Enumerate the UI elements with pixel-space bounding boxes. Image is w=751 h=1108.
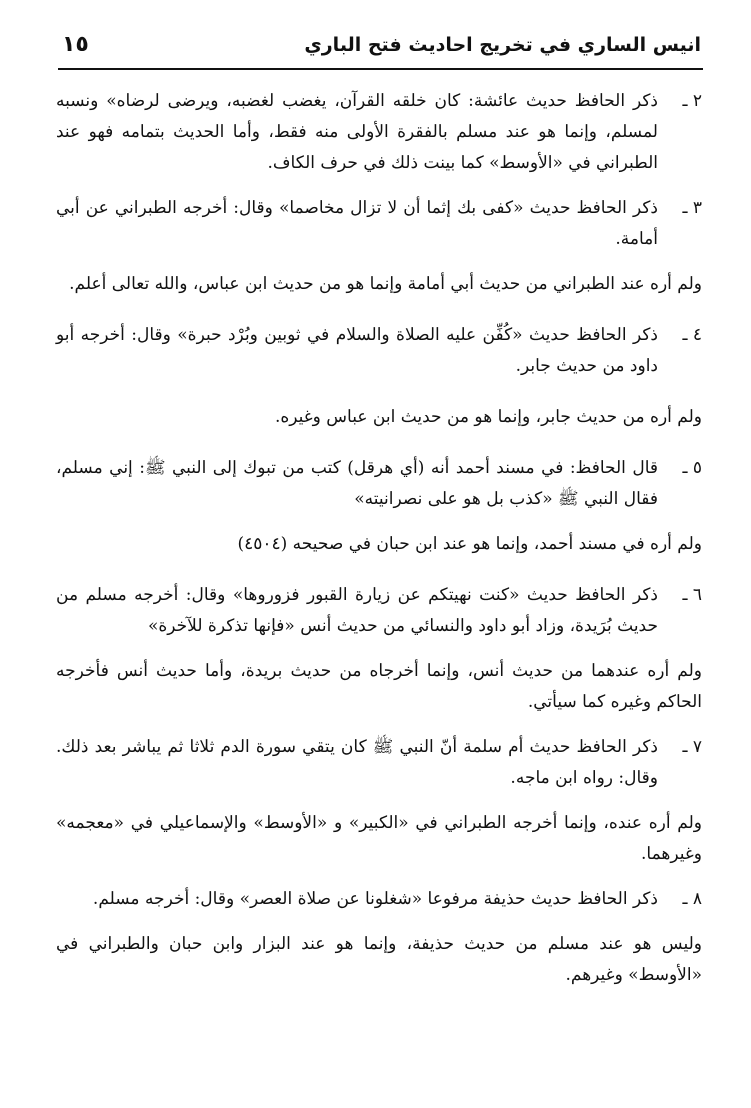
entry-note: ولم أره عنده، وإنما أخرجه الطبراني في «الكبير» و «الأوسط» والإسماعيلي في «معجمه» وغيرهما.: [56, 813, 702, 864]
entry-note: ولم أره عندهما من حديث أنس، وإنما أخرجاه من حديث بريدة، وأما حديث أنس فأخرجه الحاكم وغيره كما سيأتي.: [56, 661, 702, 712]
running-title: انيس الساري في تخريج احاديث فتح الباري: [304, 34, 701, 56]
entry-3: [56, 193, 702, 255]
page-body: [56, 80, 702, 991]
entry-text: ذكر الحافظ حديث «كُفِّن عليه الصلاة والسلام في ثوبين وبُرْد حبرة» وقال: أخرجه أبو داود من حديث جابر.: [56, 325, 658, 376]
entry-note: ولم أره في مسند أحمد، وإنما هو عند ابن حبان في صحيحه (٤٥٠٤): [237, 534, 702, 554]
entry-number: ٣ ـ: [682, 198, 702, 218]
entry-text: قال الحافظ: في مسند أحمد أنه (أي هرقل) كتب من تبوك إلى النبي ﷺ: إني مسلم، فقال النبي ﷺ «كذب بل هو على نصرانيته»: [56, 458, 658, 509]
entry-number: ٤ ـ: [682, 325, 702, 345]
entry-text: ذكر الحافظ حديث أم سلمة أنّ النبي ﷺ كان يتقي سورة الدم ثلاثا ثم يباشر بعد ذلك. وقال: رواه ابن ماجه.: [56, 737, 658, 788]
entry-text: ذكر الحافظ حديث حذيفة مرفوعا «شغلونا عن صلاة العصر» وقال: أخرجه مسلم.: [92, 889, 658, 909]
entry-6: [56, 580, 702, 642]
entry-number: ٧ ـ: [682, 737, 702, 757]
entry-8: [56, 884, 702, 915]
entry-number: ٦ ـ: [682, 585, 702, 605]
entry-number: ٢ ـ: [682, 91, 702, 111]
entry-5: [56, 453, 702, 515]
entry-text: ذكر الحافظ حديث «كفى بك إثما أن لا تزال مخاصما» وقال: أخرجه الطبراني عن أبي أمامة.: [56, 198, 658, 249]
entry-4: [56, 320, 702, 382]
page-number: ١٥: [62, 32, 89, 57]
entry-7: [56, 732, 702, 794]
page-header: [58, 28, 701, 68]
entry-number: ٨ ـ: [682, 889, 702, 909]
entry-number: ٥ ـ: [682, 458, 702, 478]
header-rule: [58, 68, 703, 70]
entry-note: ولم أره عند الطبراني من حديث أبي أمامة وإنما هو من حديث ابن عباس، والله تعالى أعلم.: [69, 274, 702, 294]
entry-note: ولم أره من حديث جابر، وإنما هو من حديث ابن عباس وغيره.: [274, 407, 702, 427]
entry-note: وليس هو عند مسلم من حديث حذيفة، وإنما هو عند البزار وابن حبان والطبراني في «الأوسط» وغيرهم.: [56, 934, 702, 985]
entry-text: ذكر الحافظ حديث عائشة: كان خلقه القرآن، يغضب لغضبه، ويرضى لرضاه» ونسبه لمسلم، وإنما هو عند مسلم بالفقرة الأولى منه فقط، وأما الحديث بتمامه فهو عند الطبراني في «الأوسط» كما بينت ذلك في حرف الكاف.: [56, 91, 658, 173]
entry-text: ذكر الحافظ حديث «كنت نهيتكم عن زيارة القبور فزوروها» وقال: أخرجه مسلم من حديث بُرَيدة، وزاد أبو داود والنسائي من حديث أنس «فإنها تذكرة للآخرة»: [56, 585, 658, 636]
entry-2: [56, 86, 702, 179]
